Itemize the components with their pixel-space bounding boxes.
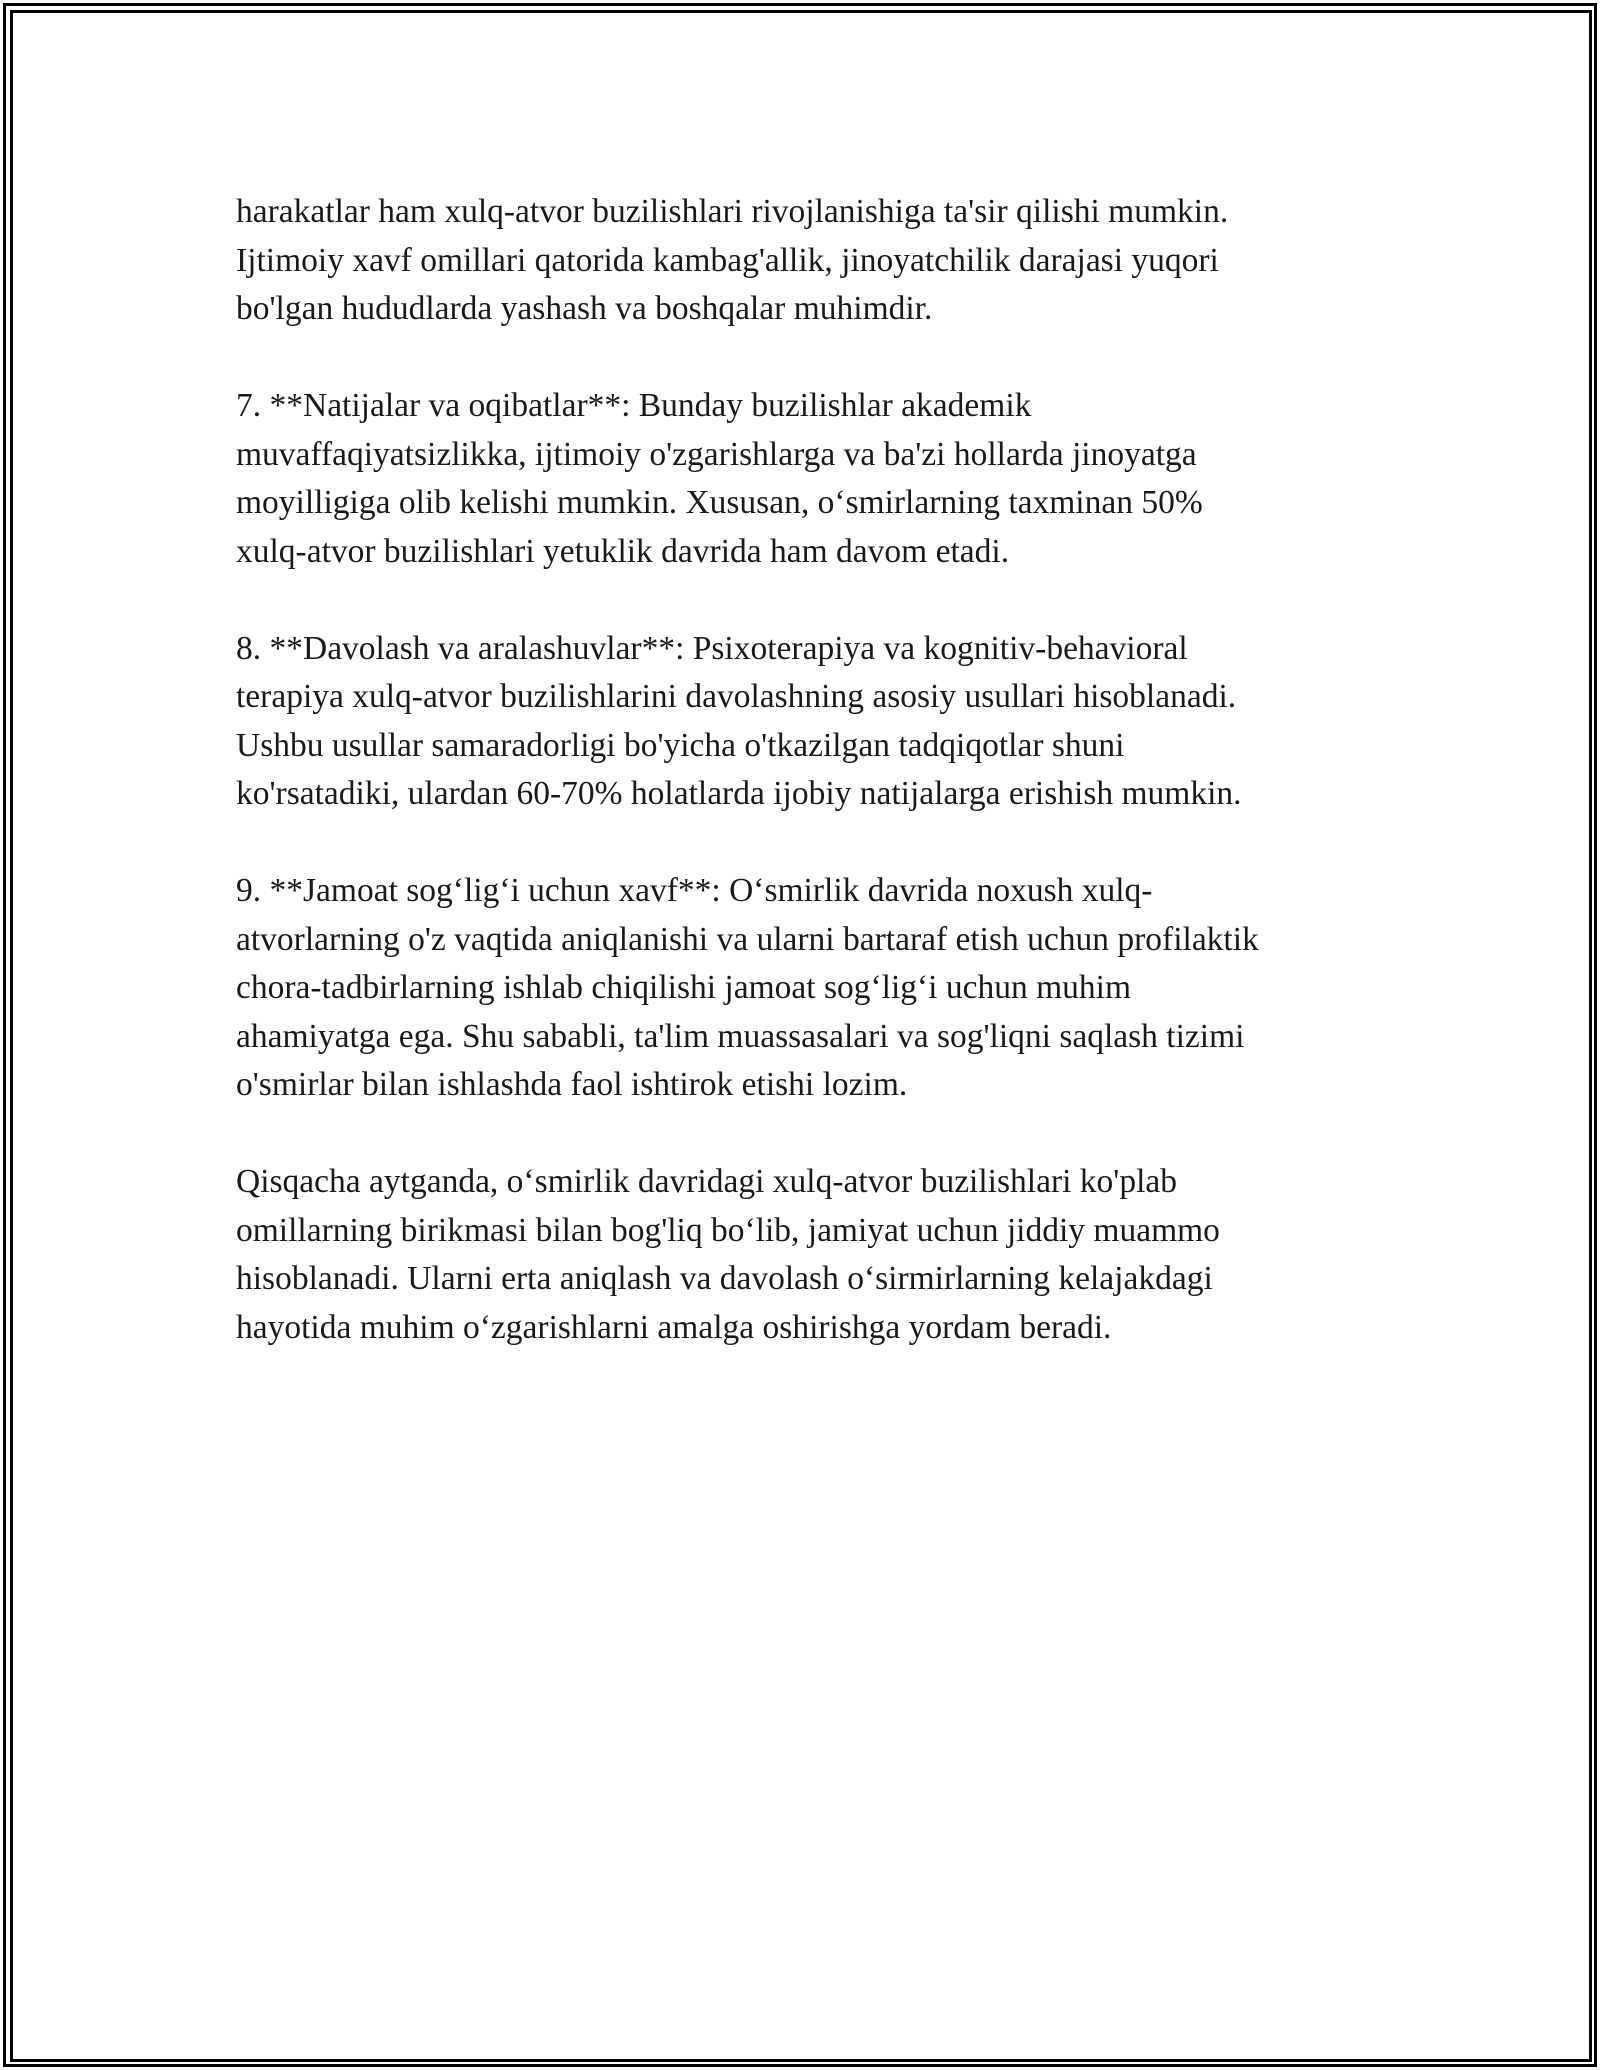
- text-line: o'smirlar bilan ishlashda faol ishtirok etishi lozim.: [236, 1066, 908, 1103]
- document-body: [236, 188, 1376, 1352]
- text-line: bo'lgan hududlarda yashash va boshqalar muhimdir.: [236, 290, 933, 327]
- paragraph-conclusion: [236, 1158, 1376, 1352]
- text-line: Ushbu usullar samaradorligi bo'yicha o'tkazilgan tadqiqotlar shuni: [236, 726, 1125, 764]
- text-line: atvorlarning o'z vaqtida aniqlanishi va ularni bartaraf etish uchun profilaktik: [236, 920, 1259, 958]
- text-line: hisoblanadi. Ularni erta aniqlash va davolash o‘sirmirlarning kelajakdagi: [236, 1260, 1213, 1297]
- text-line: xulq-atvor buzilishlari yetuklik davrida ham davom etadi.: [236, 532, 1010, 570]
- text-line: terapiya xulq-atvor buzilishlarini davolashning asosiy usullari hisoblanadi.: [236, 678, 1237, 715]
- text-line: omillarning birikmasi bilan bog'liq bo‘lib, jamiyat uchun jiddiy muammo: [236, 1211, 1220, 1249]
- paragraph-public-health-risk: [236, 867, 1376, 1110]
- text-line: 9. **Jamoat sog‘lig‘i uchun xavf**: O‘smirlik davrida noxush xulq-: [236, 872, 1153, 909]
- text-line: Qisqacha aytganda, o‘smirlik davridagi xulq-atvor buzilishlari ko'plab: [236, 1163, 1177, 1200]
- paragraph-treatment-and-interventions: [236, 625, 1376, 819]
- text-line: 7. **Natijalar va oqibatlar**: Bunday buzilishlar akademik: [236, 387, 1032, 424]
- text-line: ahamiyatga ega. Shu sababli, ta'lim muassasalari va sog'liqni saqlash tizimi: [236, 1017, 1245, 1055]
- text-line: hayotida muhim o‘zgarishlarni amalga oshirishga yordam beradi.: [236, 1308, 1112, 1346]
- paragraph-social-risk-factors: [236, 188, 1376, 334]
- text-line: chora-tadbirlarning ishlab chiqilishi jamoat sog‘lig‘i uchun muhim: [236, 969, 1132, 1006]
- text-line: moyilligiga olib kelishi mumkin. Xususan, o‘smirlarning taxminan 50%: [236, 484, 1203, 521]
- text-line: 8. **Davolash va aralashuvlar**: Psixoterapiya va kognitiv-behavioral: [236, 629, 1188, 667]
- text-line: ko'rsatadiki, ulardan 60-70% holatlarda ijobiy natijalarga erishish mumkin.: [236, 775, 1242, 812]
- text-line: harakatlar ham xulq-atvor buzilishlari rivojlanishiga ta'sir qilishi mumkin.: [236, 193, 1229, 230]
- text-line: muvaffaqiyatsizlikka, ijtimoiy o'zgarishlarga va ba'zi hollarda jinoyatga: [236, 435, 1197, 473]
- paragraph-results-and-consequences: [236, 382, 1376, 576]
- text-line: Ijtimoiy xavf omillari qatorida kambag'allik, jinoyatchilik darajasi yuqori: [236, 241, 1219, 279]
